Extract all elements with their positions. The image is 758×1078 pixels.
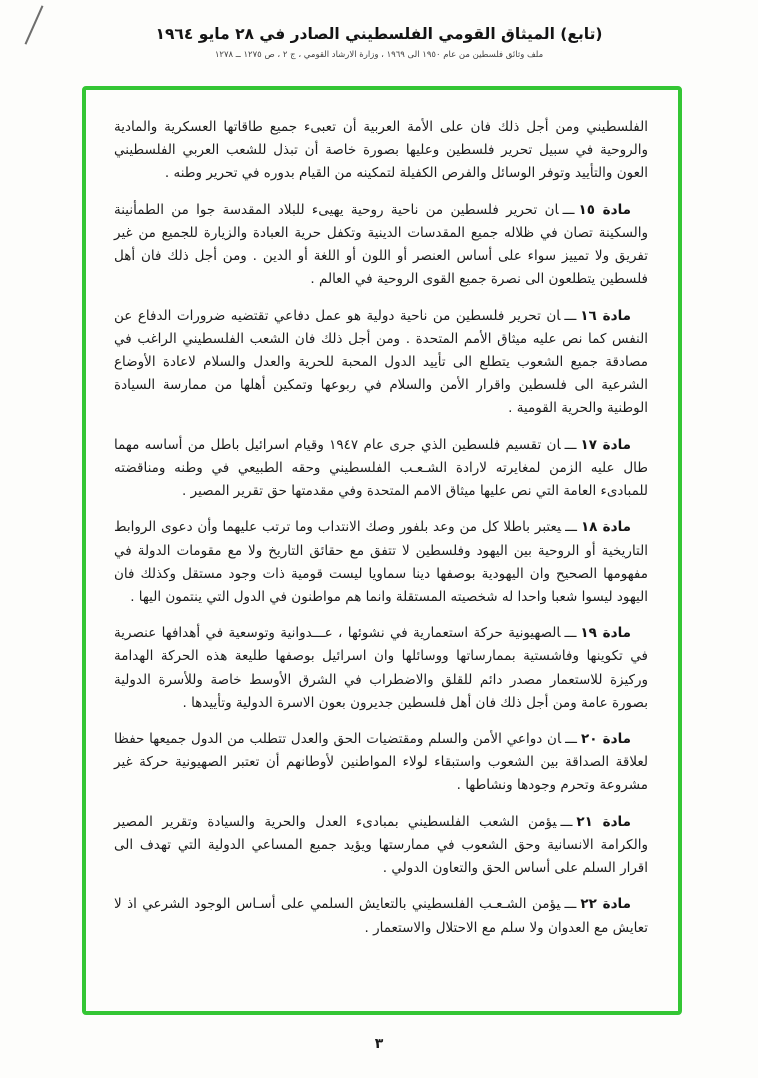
intro-paragraph (114, 116, 648, 186)
article-paragraph-21 (114, 811, 648, 881)
article-paragraph-15 (114, 199, 648, 292)
article-dash: ـــ (565, 731, 577, 748)
article-label-19: مادة ١٩ (580, 625, 631, 642)
article-paragraph-22 (114, 893, 648, 939)
source-citation: ملف وثائق فلسطين من عام ١٩٥٠ الى ١٩٦٩ ، وزارة الارشاد القومي ، ج ٢ ، ص ١٢٧٥ ــ ١٢٧٨ (214, 50, 544, 60)
article-label-17: مادة ١٧ (580, 436, 632, 453)
article-paragraph-20 (114, 728, 648, 798)
article-paragraph-18 (114, 516, 648, 609)
article-label-18: مادة ١٨ (580, 519, 631, 536)
article-dash: ـــ (564, 436, 577, 453)
article-paragraph-19 (114, 622, 648, 715)
article-text-15: ان تحرير فلسطين من ناحية روحية يهيىء للبلاد المقدسة جوا من الطمأنينة والسكينة تصان في ظلاله جميع المقدسات الدينية وتكفل حرية العبادة والزيارة للجميع من غير تفريق ولا تمييز سواء على أساس العنصر أو اللون أو اللغة أو الدين . ومن أجل ذلك فان أهل فلسطين يتطلعون الى نصرة جميع القوى الروحية في العالم . (114, 201, 648, 288)
article-label-15: مادة ١٥ (578, 201, 631, 218)
article-text-19: الصهيونية حركة استعمارية في نشوئها ، عـــدوانية وتوسعية في أهدافها عنصرية في تكوينها وفاشستية بممارساتها ووسائلها وان اسرائيل بوصفها طليعة هذه الحركة الهدامة وركيزة للاستعمار مصدر دائم للقلق والاضطراب في الشرق الأوسط خاصة وللأسرة الدولية بصورة عامة ومن أجل ذلك فان أهل فلسطين جديرون بعون الاسرة الدولية وتأييدها . (114, 625, 648, 711)
intro-text: الفلسطيني ومن أجل ذلك فان على الأمة العربية أن تعبىء جميع طاقاتها العسكرية والمادية والروحية في سبيل تحرير فلسطين وعليها بصورة خاصة أن تبذل للشعب العربي الفلسطيني العون والتأييد وتوفر الوسائل والفرص الكفيلة لتمكينه من القيام بدوره في تحرير وطنه . (114, 119, 648, 182)
article-dash: ـــ (562, 201, 575, 218)
article-label-16: مادة ١٦ (580, 307, 631, 324)
article-paragraph-16 (114, 305, 648, 421)
article-label-21: مادة ٢١ (576, 813, 631, 830)
article-label-22: مادة ٢٢ (580, 896, 631, 913)
article-dash: ـــ (564, 625, 577, 642)
article-paragraph-17 (114, 434, 648, 504)
page-number: ٣ (374, 1036, 384, 1052)
article-text-21: يؤمن الشعب الفلسطيني بمبادىء العدل والحرية والسيادة وتقرير المصير والكرامة الانسانية وحق الشعوب في ممارستها ويؤيد جميع المساعي الدولية التي تهدف الى اقرار السلم على أساس الحق والتعاون الدولي . (114, 813, 648, 877)
article-label-20: مادة ٢٠ (580, 731, 631, 748)
page-header (0, 0, 758, 60)
article-dash: ـــ (565, 519, 577, 536)
article-text-16: ان تحرير فلسطين من ناحية دولية هو عمل دفاعي تقتضيه ضرورات الدفاع عن النفس كما نص عليه ميثاق الأمم المتحدة . ومن أجل ذلك فان الشعب الفلسطيني الراغب في مصادقة جميع الشعوب يتطلع الى تأييد الدول المحبة للحرية والعدل والسلام لاعادة الأوضاع الشرعية الى فلسطين واقرار الأمن والسلام في ربوعها وتمكين أهلها من ممارسة السيادة الوطنية والحرية القومية . (114, 307, 648, 417)
article-dash: ـــ (560, 813, 573, 830)
article-text-18: يعتبر باطلا كل من وعد بلفور وصك الانتداب وما ترتب عليهما وأن دعوى الروابط التاريخية أو الروحية بين اليهود وفلسطين لا تتفق مع حقائق التاريخ ولا مع مقومات الدولة في مفهومها الصحيح وان اليهودية بوصفها دينا سماويا ليست قومية ذات وجود مستقل وكذلك فان اليهود ليسوا شعبا واحدا له شخصيته المستقلة وانما هم مواطنون في الدول التي ينتمون اليها . (114, 519, 648, 605)
article-dash: ـــ (564, 307, 577, 324)
article-dash: ـــ (564, 896, 577, 913)
article-text-17: ان تقسيم فلسطين الذي جرى عام ١٩٤٧ وقيام اسرائيل باطل من أساسه مهما طال عليه الزمن لمغايرته لارادة الشـعـب الفلسطيني وحقه الطبيعي في وطنه ومناقضته للمبادىء العامة التي نص عليها ميثاق الامم المتحدة وفي مقدمتها حق تقرير المصير . (114, 436, 648, 500)
article-text-20: ان دواعي الأمن والسلم ومقتضيات الحق والعدل تتطلب من الدول جميعها حفظا لعلاقة الصداقة بين الشعوب واستبقاء لولاء المواطنين لأوطانهم أن تعتبر الصهيونية حركة غير مشروعة وتحرم وجودها ونشاطها . (114, 731, 648, 794)
charter-text-box (82, 86, 682, 1015)
page-title: (تابع) الميثاق القومي الفلسطيني الصادر في ٢٨ مايو ١٩٦٤ (155, 25, 603, 43)
article-text-22: يؤمن الشـعـب الفلسطيني بالتعايش السلمي على أسـاس الوجود الشرعي اذ لا تعايش مع العدوان ولا سلم مع الاحتلال والاستعمار . (114, 896, 648, 936)
charter-text (114, 116, 648, 940)
